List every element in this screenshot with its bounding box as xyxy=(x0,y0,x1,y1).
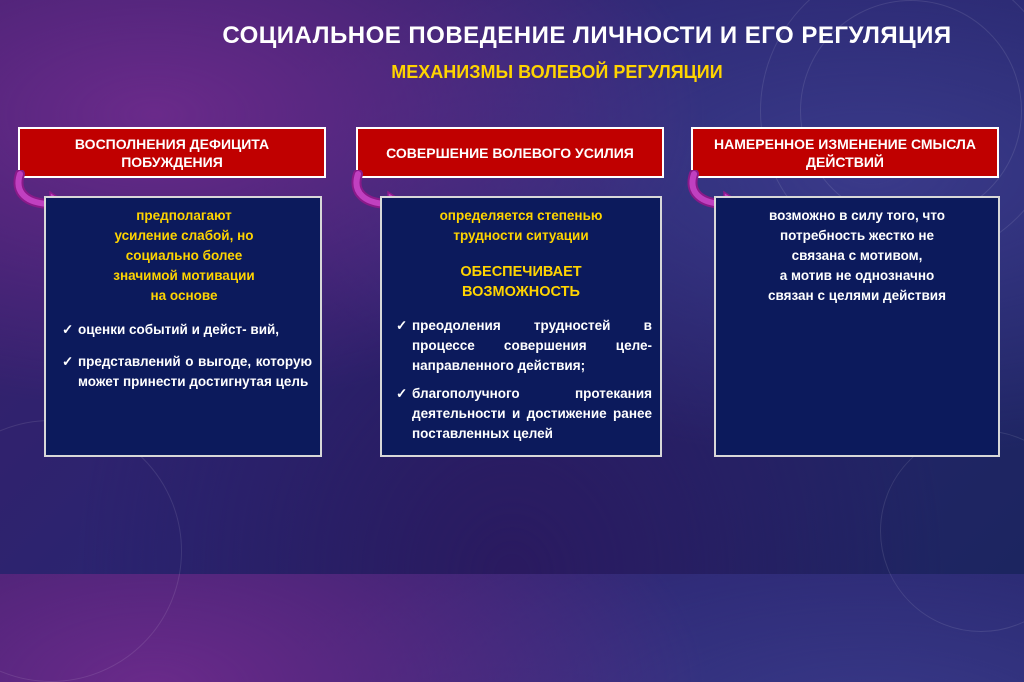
column-1-intro-line: на основе xyxy=(150,288,218,303)
column-2-emphasis-line: ВОЗМОЖНОСТЬ xyxy=(462,284,580,300)
column-2-intro xyxy=(390,206,652,246)
column-1-body xyxy=(44,196,322,457)
list-item: ✓ оценки событий и дейст- вий, xyxy=(56,320,312,340)
column-2-body xyxy=(380,196,662,457)
check-bullet-icon: ✓ xyxy=(396,318,408,333)
check-bullet-icon: ✓ xyxy=(396,386,408,401)
column-1-intro-line: социально более xyxy=(125,248,243,263)
slide-subtitle: МЕХАНИЗМЫ ВОЛЕВОЙ РЕГУЛЯЦИИ xyxy=(391,62,723,82)
column-1-intro-line: значимой мотивации xyxy=(113,268,255,283)
column-3-header-text: НАМЕРЕННОЕ ИЗМЕНЕНИЕ СМЫСЛА ДЕЙСТВИЙ xyxy=(714,135,976,170)
background-decoration xyxy=(0,420,182,682)
column-2-bullet-list xyxy=(390,316,652,444)
column-1-intro xyxy=(56,206,312,306)
column-1-intro-line: предполагают xyxy=(136,208,232,223)
column-3-text-line: потребность жестко не xyxy=(779,228,935,243)
column-3-text-line: связан с целями действия xyxy=(768,288,946,303)
column-3-text-line: связана с мотивом, xyxy=(791,248,923,263)
column-3-text xyxy=(724,206,990,306)
column-2-header-text: СОВЕРШЕНИЕ ВОЛЕВОГО УСИЛИЯ xyxy=(386,144,634,161)
column-1-header-text: ВОСПОЛНЕНИЯ ДЕФИЦИТА ПОБУЖДЕНИЯ xyxy=(74,135,270,170)
column-1-bullet-list xyxy=(56,320,312,392)
column-2-emphasis xyxy=(390,262,652,302)
column-2-intro-line: определяется степенью xyxy=(439,208,603,223)
check-bullet-icon: ✓ xyxy=(62,322,74,337)
column-3-text-line: возможно в силу того, что xyxy=(768,208,946,223)
column-3-text-line: а мотив не однозначно xyxy=(779,268,935,283)
column-2-emphasis-line: ОБЕСПЕЧИВАЕТ xyxy=(460,264,582,280)
slide-title: СОЦИАЛЬНОЕ ПОВЕДЕНИЕ ЛИЧНОСТИ И ЕГО РЕГУЛЯЦИЯ xyxy=(222,22,952,49)
column-2-intro-line: трудности ситуации xyxy=(453,228,589,243)
column-1-intro-line: усиление слабой, но xyxy=(114,228,254,243)
list-item: ✓ благополучного протекания деятельности и достижение ранее поставленных целей xyxy=(396,386,652,441)
check-bullet-icon: ✓ xyxy=(62,354,74,369)
background-decoration xyxy=(880,430,1024,632)
list-item: ✓ преодоления трудностей в процессе совершения целе- направленного действия; xyxy=(396,318,652,373)
column-3-body xyxy=(714,196,1000,457)
list-item: ✓ представлений о выгоде, которую может принести достигнутая цель xyxy=(62,354,312,389)
